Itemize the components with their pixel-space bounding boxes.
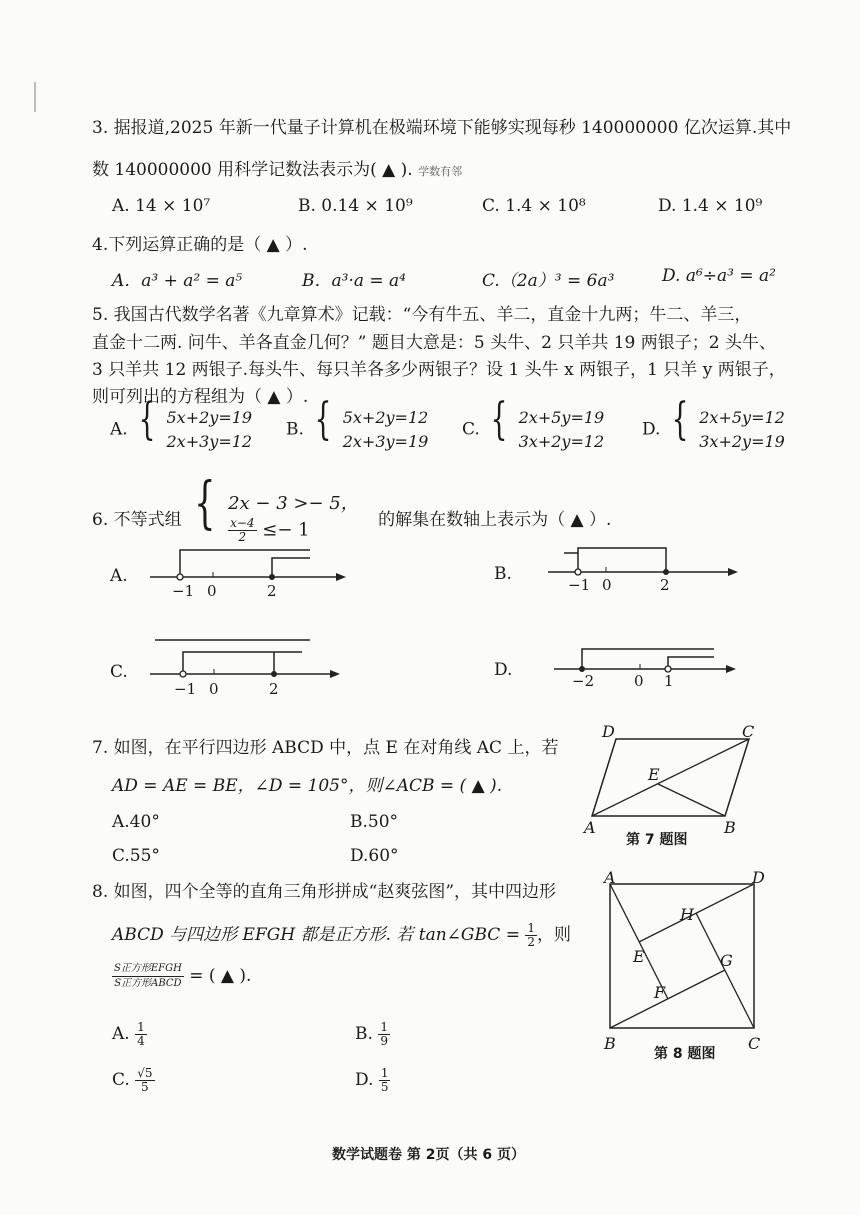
q8-label-g: G <box>720 951 733 970</box>
q7-label-a: A <box>584 818 596 837</box>
q6-c-tick-2: 0 <box>209 680 219 698</box>
q7-line1: 7. 如图，在平行四边形 ABCD 中，点 E 在对角线 AC 上，若 <box>92 738 559 758</box>
q4-option-d: D. a⁶÷a³ = a² <box>662 266 776 286</box>
q4-option-b: B．a³·a = a⁴ <box>302 271 406 291</box>
q6-b-tick-1: −1 <box>568 576 591 594</box>
q3-line1: 3. 据报道,2025 年新一代量子计算机在极端环境下能够实现每秒 140000000 亿次运算.其中 <box>92 118 792 138</box>
q5-line3: 3 只羊共 12 两银子.每头牛、每只羊各多少两银子？设 1 头牛 x 两银子，1 只羊 y 两银子， <box>92 360 786 380</box>
q3-option-d: D. 1.4 × 10⁹ <box>658 196 763 216</box>
q8-label-a: A <box>604 868 616 887</box>
q4-option-c: C.（2a）³ = 6a³ <box>482 271 615 291</box>
q7-option-b: B.50° <box>350 812 399 832</box>
q8-option-c: C. $\frac{√5}{5}$ <box>112 1066 153 1094</box>
q4-stem: 4.下列运算正确的是（ ▲ ）. <box>92 235 308 255</box>
q8-label-d: D <box>752 868 765 887</box>
q6-d-tick-1: −2 <box>572 672 595 690</box>
q6-option-a-label: A. <box>110 566 128 586</box>
q3-line2: 数 140000000 用科学记数法表示为( ▲ ). 学数有邻 <box>92 160 463 180</box>
q7-option-a: A.40° <box>112 812 160 832</box>
q7-caption: 第 7 题图 <box>626 832 688 848</box>
q7-label-c: C <box>742 722 755 741</box>
q6-option-d-label: D. <box>494 660 513 680</box>
q7-label-e: E <box>648 765 660 784</box>
q8-line2: ABCD 与四边形 EFGH 都是正方形. 若 tan∠GBC = $\frac{1}{2}$ ，则 <box>112 921 572 949</box>
q7-line2: AD = AE = BE，∠D = 105°，则∠ACB = ( ▲ ). <box>112 776 503 796</box>
q8-caption: 第 8 题图 <box>654 1046 716 1062</box>
q5-option-b: B. { 5x+2y=12 2x+3y=19 <box>286 394 429 451</box>
q8-option-b: B. $\frac{1}{9}$ <box>355 1020 388 1048</box>
page-footer: 数学试题卷 第 2页（共 6 页） <box>332 1147 525 1163</box>
q7-option-c: C.55° <box>112 846 160 866</box>
q5-option-c: C. { 2x+5y=19 3x+2y=12 <box>462 394 605 451</box>
q8-label-f: F <box>654 983 666 1002</box>
q8-label-e: E <box>633 947 645 966</box>
q6-option-b-label: B. <box>494 564 512 584</box>
q6-option-b-numberline <box>548 545 748 605</box>
q8-line1: 8. 如图，四个全等的直角三角形拼成“赵爽弦图”，其中四边形 <box>92 882 557 902</box>
q6-option-c-label: C. <box>110 662 128 682</box>
q6-a-tick-2: 0 <box>207 582 217 600</box>
q6-d-tick-2: 0 <box>634 672 644 690</box>
q3-note: 学数有邻 <box>418 165 463 178</box>
q8-ratio: $\frac{\text{S正方形EFGH}}{\text{S正方形ABCD}}$ = ( ▲ ). <box>114 963 252 989</box>
q6-a-tick-1: −1 <box>172 582 195 600</box>
scan-mark <box>34 82 36 112</box>
q6-b-tick-3: 2 <box>660 576 670 594</box>
q8-option-a: A. $\frac{1}{4}$ <box>112 1020 145 1048</box>
q3-option-c: C. 1.4 × 10⁸ <box>482 196 586 216</box>
q7-label-d: D <box>602 722 615 741</box>
q8-label-c: C <box>748 1034 761 1053</box>
q6-d-tick-3: 1 <box>664 672 674 690</box>
q7-label-b: B <box>724 818 736 837</box>
q7-option-d: D.60° <box>350 846 399 866</box>
q5-option-d: D. { 2x+5y=12 3x+2y=19 <box>642 394 785 451</box>
q6-c-tick-1: −1 <box>174 680 197 698</box>
q8-label-b: B <box>604 1034 616 1053</box>
q4-option-a: A．a³ + a² = a⁵ <box>112 271 243 291</box>
q5-line4: 则可列出的方程组为（ ▲ ）. <box>92 387 309 407</box>
q7-figure <box>586 736 756 826</box>
q3-option-b: B. 0.14 × 10⁹ <box>298 196 413 216</box>
q3-option-a: A. 14 × 10⁷ <box>112 196 211 216</box>
q6-stem: 6. 不等式组 { 2x − 3 >− 5， $\frac{x-4}{2}$ ≤− 1 的解集在数轴上表示为（ ▲ ）. <box>92 471 612 544</box>
q5-line2: 直金十二两. 问牛、羊各直金几何？” 题目大意是：5 头牛、2 只羊共 19 两银子；2 头牛、 <box>92 333 776 353</box>
q6-a-tick-3: 2 <box>267 582 277 600</box>
q6-b-tick-2: 0 <box>602 576 612 594</box>
q8-option-d: D. $\frac{1}{5}$ <box>355 1066 389 1094</box>
q8-label-h: H <box>680 905 694 924</box>
q5-option-a: A. { 5x+2y=19 2x+3y=12 <box>110 394 253 451</box>
q5-line1: 5. 我国古代数学名著《九章算术》记载：“今有牛五、羊二，直金十九两；牛二、羊三， <box>92 305 752 325</box>
q6-c-tick-3: 2 <box>269 680 279 698</box>
